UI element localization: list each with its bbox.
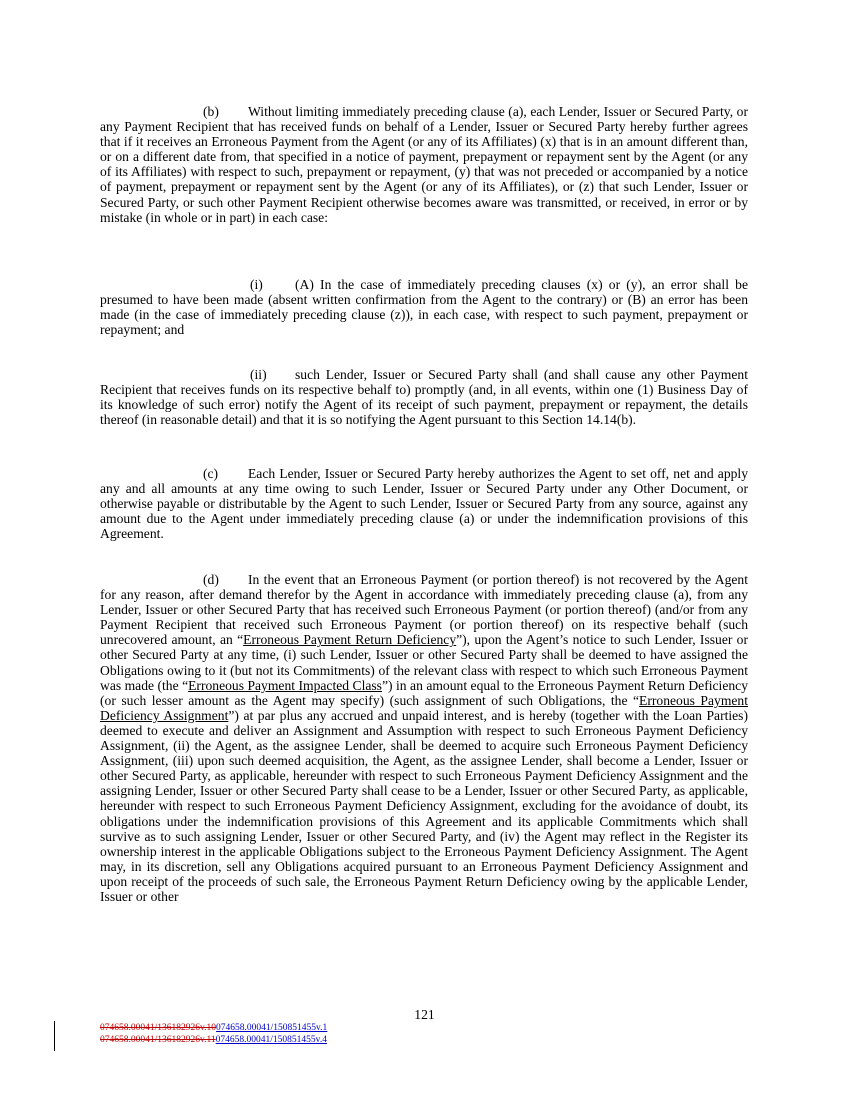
paragraph-b (100, 104, 748, 225)
defined-term-erroneous-payment-impacted-class: Erroneous Payment Impacted Class (188, 677, 382, 693)
paragraph-d (100, 572, 748, 904)
paragraph-b-i (100, 277, 748, 337)
paragraph-d-text-4: ”) at par plus any accrued and unpaid interest, and is hereby (together with the Loan Parties) deemed to execute and deliver an Assignment and Assumption with respect to such Erroneous Payment Deficiency Assignment, (ii) the Agent, as the assignee Lender, shall be deemed to acquire such Erroneous Payment Deficiency Assignment, (iii) upon such deemed acquisition, the Agent, as the assignee Lender, shall become a Lender, Issuer or other Secured Party, as applicable, hereunder with respect to such Erroneous Payment Deficiency Assignment and the assigning Lender, Issuer or other Secured Party shall cease to be a Lender, Issuer or other Secured Party, as applicable, hereunder with respect to such Erroneous Payment Deficiency Assignment, excluding for the avoidance of doubt, its obligations under the indemnification provisions of this Agreement and its applicable Commitments which shall survive as to such assigning Lender, Issuer or other Secured Party, and (iv) the Agent may reflect in the Register its ownership interest in the applicable Obligations subject to the Erroneous Payment Deficiency Assignment. The Agent may, in its discretion, sell any Obligations acquired pursuant to an Erroneous Payment Deficiency Assignment and upon receipt of the proceeds of such sale, the Erroneous Payment Return Deficiency owing by the applicable Lender, Issuer or other (100, 707, 748, 904)
paragraph-b-label: (b) (203, 104, 219, 119)
defined-term-erroneous-payment-deficiency-assignment: Erroneous Payment Deficiency Assignment (100, 692, 748, 723)
footer-line-2 (100, 1034, 327, 1046)
footer-deleted-doc-id-1: 074658.00041/136182926v.10 (100, 1023, 217, 1033)
paragraph-d-text-3: ”) in an amount equal to the Erroneous Payment Return Deficiency (or such lesser amount as the Agent may specify) (such assignment of such Obligations, the “ (100, 677, 748, 708)
footer-line-1 (100, 1022, 327, 1034)
paragraph-c-label: (c) (203, 466, 219, 481)
paragraph-b-i-label: (i) (250, 277, 263, 292)
document-footer (100, 1022, 327, 1046)
paragraph-b-text: Without limiting immediately preceding clause (a), each Lender, Issuer or Secured Party, or any Payment Recipient that has received funds on behalf of a Lender, Issuer or Secured Party hereby further agrees that if it receives an Erroneous Payment from the Agent (or any of its Affiliates) (x) that is in an amount different than, or on a different date from, that specified in a notice of payment, prepayment or repayment sent by the Agent (or any of its Affiliates) with respect to such, prepayment or repayment, (y) that was not preceded or accompanied by a notice of payment, prepayment or repayment sent by the Agent (or any of its Affiliates), or (z) that such Lender, Issuer or Secured Party, or such other Payment Recipient otherwise becomes aware was transmitted, or received, in error or by mistake (in whole or in part) in each case: (100, 104, 748, 225)
paragraph-b-ii-text: such Lender, Issuer or Secured Party shall (and shall cause any other Payment Recipient that receives funds on its respective behalf to) promptly (and, in all events, within one (1) Business Day of its knowledge of such error) notify the Agent of its receipt of such payment, prepayment or repayment, the details thereof (in reasonable detail) and that it is so notifying the Agent pursuant to this Section 14.14(b). (100, 367, 748, 428)
defined-term-erroneous-payment-return-deficiency: Erroneous Payment Return Deficiency (243, 632, 457, 648)
paragraph-b-ii (100, 367, 748, 427)
footer-inserted-doc-id-1: 074658.00041/150851455v.1 (216, 1023, 328, 1033)
paragraph-d-text-2: ”), upon the Agent’s notice to such Lender, Issuer or other Secured Party at any time, (i) such Lender, Issuer or other Secured Party shall be deemed to have assigned the Obligations owing to it (but not its Commitments) of the relevant class with respect to which such Erroneous Payment was made (the “ (100, 632, 749, 693)
paragraph-c-text: Each Lender, Issuer or Secured Party hereby authorizes the Agent to set off, net and apply any and all amounts at any time owing to such Lender, Issuer or Secured Party under any Other Document, or otherwise payable or distributable by the Agent to such Lender, Issuer or Secured Party from any source, against any amount due to the Agent under immediately preceding clause (a) or under the indemnification provisions of this Agreement. (100, 466, 748, 542)
paragraph-d-text-1: In the event that an Erroneous Payment (or portion thereof) is not recovered by the Agent for any reason, after demand therefor by the Agent in accordance with immediately preceding clause (a), from any Lender, Issuer or other Secured Party that has received such Erroneous Payment (or portion thereof) (and/or from any Payment Recipient that received such Erroneous Payment (or portion thereof) on its respective behalf (such unrecovered amount, an “ (100, 572, 748, 648)
page-number: 121 (414, 1007, 435, 1022)
paragraph-b-ii-label: (ii) (250, 367, 267, 382)
paragraph-d-label: (d) (203, 572, 219, 587)
footer-inserted-doc-id-2: 074658.00041/150851455v.4 (215, 1035, 327, 1045)
footer-deleted-doc-id-2: 074658.00041/136182926v.11 (100, 1035, 216, 1045)
revision-change-bar (54, 1021, 55, 1051)
paragraph-b-i-text: (A) In the case of immediately preceding clauses (x) or (y), an error shall be presumed to have been made (absent written confirmation from the Agent to the contrary) or (B) an error has been made (in the case of immediately preceding clause (z)), in each case, with respect to such payment, prepayment or repayment; and (100, 277, 748, 338)
paragraph-c (100, 466, 748, 541)
